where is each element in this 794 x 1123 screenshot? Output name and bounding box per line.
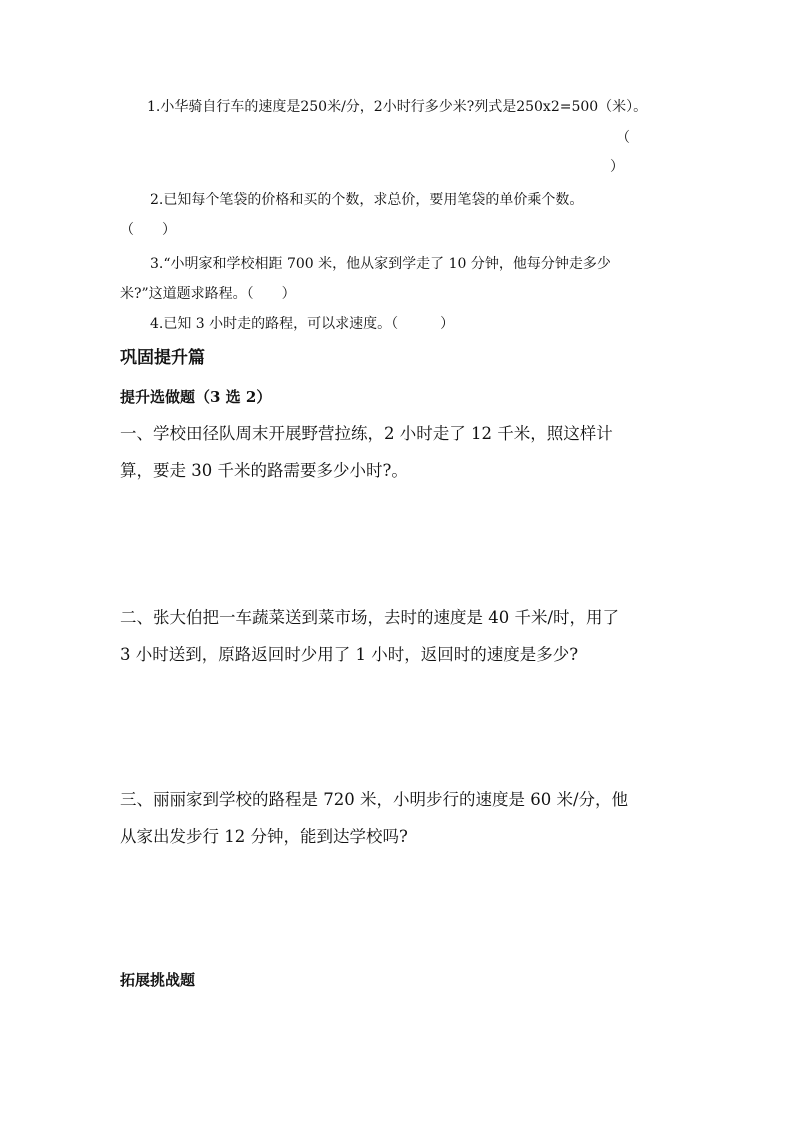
question-2-text: 2.已知每个笔袋的价格和买的个数，求总价，要用笔袋的单价乘个数。 — [150, 192, 584, 208]
problem-1-line1: 一、学校田径队周末开展野营拉练，2 小时走了 12 千米，照这样计 — [120, 424, 613, 443]
question-2-answer-blank: （ ） — [120, 222, 176, 238]
question-3-text-line1: 3.“小明家和学校相距 700 米，他从家到学走了 10 分钟，他每分钟走多少 — [150, 256, 611, 272]
question-1-paren-close: ） — [610, 159, 624, 175]
problem-2-line2: 3 小时送到，原路返回时少用了 1 小时，返回时的速度是多少? — [120, 645, 579, 664]
section-title: 巩固提升篇 — [120, 348, 205, 368]
question-4-text: 4.已知 3 小时走的路程，可以求速度。（ ） — [150, 316, 455, 332]
problem-3-line1: 三、丽丽家到学校的路程是 720 米，小明步行的速度是 60 米/分，他 — [120, 790, 629, 809]
question-1-text: 1.小华骑自行车的速度是250米/分，2小时行多少米?列式是250x2=500（米）。 — [147, 99, 648, 115]
challenge-title: 拓展挑战题 — [120, 971, 196, 989]
question-3-text-line2: 米?”这道题求路程。（ ） — [120, 286, 296, 302]
elective-title: 提升选做题（3 选 2） — [120, 388, 272, 406]
question-1-paren-open: （ — [616, 130, 630, 146]
problem-1-line2: 算，要走 30 千米的路需要多少小时?。 — [120, 461, 408, 480]
problem-3-line2: 从家出发步行 12 分钟，能到达学校吗? — [120, 827, 408, 846]
problem-2-line1: 二、张大伯把一车蔬菜送到菜市场，去时的速度是 40 千米/时，用了 — [120, 608, 620, 627]
